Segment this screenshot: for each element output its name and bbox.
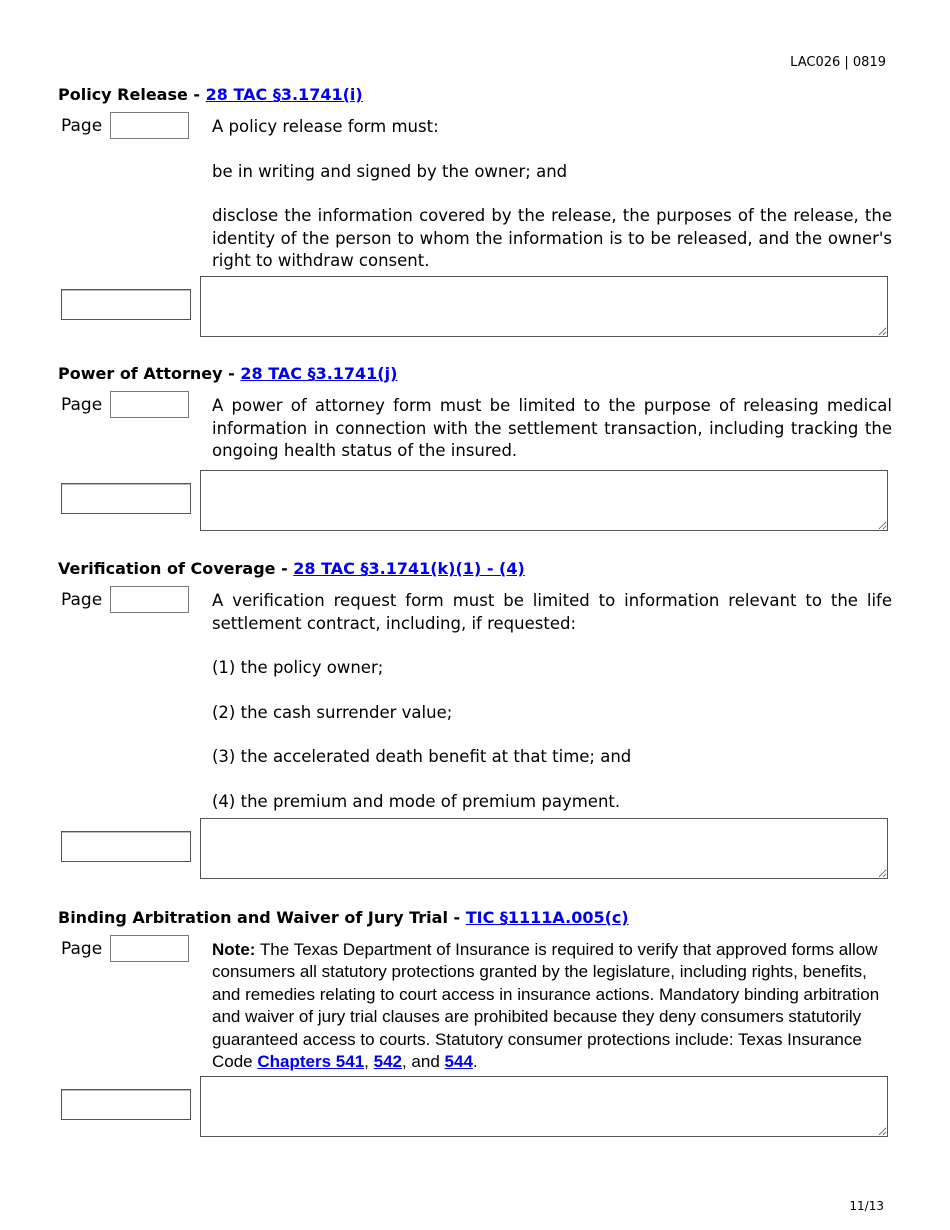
citation-link[interactable]: TIC §1111A.005(c) [465, 908, 629, 927]
page-label: Page [61, 590, 103, 610]
paragraph: disclose the information covered by the release, the purposes of the release, the identity of the person to whom the information is to be released, and the owner's right to withdraw consent. [212, 206, 892, 270]
section-title [58, 362, 892, 386]
page-label: Page [61, 939, 103, 959]
page-number-input[interactable] [110, 112, 189, 139]
note [212, 939, 892, 1073]
section-title-text: Verification of Coverage - [58, 559, 294, 578]
note-label: Note: [212, 940, 256, 959]
response-comment-textarea[interactable] [200, 818, 888, 879]
section-title-text: Power of Attorney - [58, 364, 241, 383]
paragraph: A verification request form must be limited to information relevant to the life settlement contract, including, if requested: [212, 591, 892, 633]
list-item: (4) the premium and mode of premium payment. [212, 791, 621, 811]
chapter-541-link[interactable]: Chapters 541 [257, 1052, 365, 1072]
response-code-input[interactable] [61, 831, 191, 862]
section-binding-arbitration [58, 906, 892, 1138]
section-power-of-attorney [58, 362, 892, 532]
page-number-input[interactable] [110, 391, 189, 418]
section-policy-release [58, 83, 892, 338]
response-comment-textarea[interactable] [200, 470, 888, 531]
citation-link[interactable]: 28 TAC §3.1741(k)(1) - (4) [293, 559, 525, 578]
paragraph: A policy release form must: [212, 117, 439, 136]
response-code-input[interactable] [61, 1089, 191, 1120]
separator: , [364, 1052, 374, 1072]
citation-link[interactable]: 28 TAC §3.1741(j) [240, 364, 398, 383]
note-text: The Texas Department of Insurance is required to verify that approved forms allow consumers all statutory protections granted by the legislature, including rights, benefits, and remedies relating to court access in insurance actions. Mandatory binding arbitration and waiver of jury trial clauses are prohibited because they deny consumers statutorily guaranteed access to courts. Statutory consumer protections include: Texas Insurance Code [212, 940, 880, 1072]
list-item: (2) the cash surrender value; [212, 702, 453, 722]
page-number: 11/13 [849, 1199, 884, 1213]
section-title [58, 557, 892, 581]
response-code-input[interactable] [61, 289, 191, 320]
section-verification-of-coverage [58, 557, 892, 880]
list-item: (1) the policy owner; [212, 658, 384, 677]
section-title-text: Binding Arbitration and Waiver of Jury Trial - [58, 908, 466, 927]
section-title [58, 906, 892, 930]
chapter-544-link[interactable]: 544 [444, 1052, 473, 1072]
page-label: Page [61, 395, 103, 415]
response-code-input[interactable] [61, 483, 191, 514]
paragraph: A power of attorney form must be limited to the purpose of releasing medical information in connection with the settlement transaction, including tracking the ongoing health status of the insured. [212, 396, 892, 460]
chapter-542-link[interactable]: 542 [373, 1052, 402, 1072]
page-number-input[interactable] [110, 935, 189, 962]
page-label: Page [61, 116, 103, 136]
response-comment-textarea[interactable] [200, 276, 888, 337]
paragraph: be in writing and signed by the owner; and [212, 161, 568, 181]
section-title-text: Policy Release - [58, 85, 206, 104]
citation-link[interactable]: 28 TAC §3.1741(i) [205, 85, 363, 104]
form-id: LAC026 | 0819 [790, 55, 886, 70]
section-title [58, 83, 892, 107]
period: . [472, 1052, 478, 1072]
separator: , and [401, 1052, 445, 1072]
response-comment-textarea[interactable] [200, 1076, 888, 1137]
list-item: (3) the accelerated death benefit at that time; and [212, 747, 632, 766]
page-number-input[interactable] [110, 586, 189, 613]
